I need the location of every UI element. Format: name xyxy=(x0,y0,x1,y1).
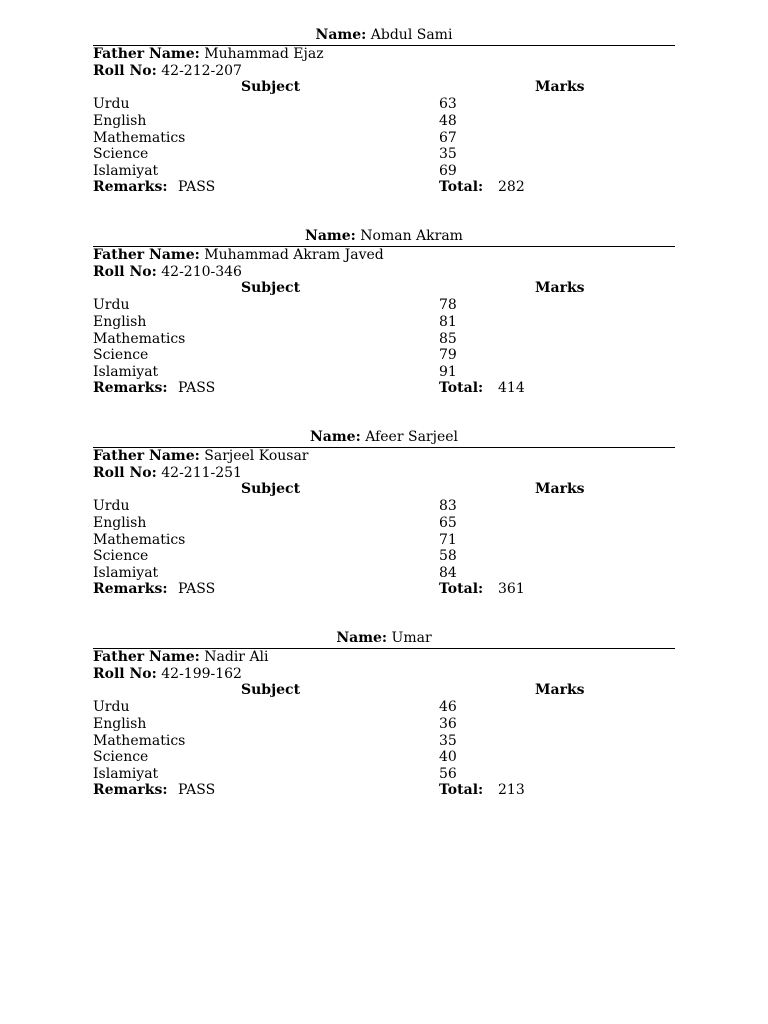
name-label: Name: xyxy=(310,429,361,445)
remarks-label: Remarks: xyxy=(93,179,168,195)
remarks-value: PASS xyxy=(178,581,216,597)
subject-marks: 85 xyxy=(439,331,457,347)
student-name: Umar xyxy=(391,630,432,646)
subject-name: Islamiyat xyxy=(93,364,159,380)
roll-no: 42-212-207 xyxy=(161,63,242,79)
father-name: Sarjeel Kousar xyxy=(204,448,309,464)
subject-name: Urdu xyxy=(93,96,130,112)
father-name-label: Father Name: xyxy=(93,649,200,665)
student-record xyxy=(93,27,675,228)
remarks-label: Remarks: xyxy=(93,782,168,798)
subject-marks: 79 xyxy=(439,347,457,363)
total-label: Total: xyxy=(439,179,484,195)
father-name-line xyxy=(93,649,269,666)
subject-marks: 48 xyxy=(439,113,457,129)
remarks-value: PASS xyxy=(178,782,216,798)
roll-no-line xyxy=(93,264,242,281)
father-name: Muhammad Akram Javed xyxy=(204,247,384,263)
subject-name: Science xyxy=(93,548,149,564)
subject-name: Urdu xyxy=(93,699,130,715)
roll-no-label: Roll No: xyxy=(93,666,157,682)
subject-marks: 36 xyxy=(439,716,457,732)
subject-name: Mathematics xyxy=(93,331,186,347)
name-label: Name: xyxy=(336,630,388,646)
student-name-line xyxy=(93,228,675,247)
subject-marks: 35 xyxy=(439,733,457,749)
father-name-label: Father Name: xyxy=(93,448,200,464)
marks-header: Marks xyxy=(535,280,585,296)
total-label: Total: xyxy=(439,380,484,396)
subject-header: Subject xyxy=(241,481,301,497)
roll-no-line xyxy=(93,63,242,80)
subject-marks: 78 xyxy=(439,297,457,313)
student-record xyxy=(93,228,675,429)
father-name-line xyxy=(93,448,309,465)
roll-no-label: Roll No: xyxy=(93,63,157,79)
subject-marks: 35 xyxy=(439,146,457,162)
subject-name: Islamiyat xyxy=(93,565,159,581)
result-sheet xyxy=(93,27,675,831)
subject-marks: 71 xyxy=(439,532,457,548)
father-name: Muhammad Ejaz xyxy=(204,46,324,62)
student-name-line xyxy=(93,630,675,649)
roll-no: 42-211-251 xyxy=(161,465,242,481)
subject-marks: 56 xyxy=(439,766,457,782)
student-name: Abdul Sami xyxy=(370,27,453,43)
remarks-label: Remarks: xyxy=(93,380,168,396)
remarks-total-line xyxy=(93,782,675,799)
subject-marks: 40 xyxy=(439,749,457,765)
father-name-label: Father Name: xyxy=(93,46,200,62)
student-name: Afeer Sarjeel xyxy=(365,429,458,445)
subject-name: Islamiyat xyxy=(93,766,159,782)
student-name: Noman Akram xyxy=(360,228,463,244)
marks-header: Marks xyxy=(535,79,585,95)
student-name-line xyxy=(93,429,675,448)
roll-no-line xyxy=(93,465,242,482)
remarks-label: Remarks: xyxy=(93,581,168,597)
subject-marks: 83 xyxy=(439,498,457,514)
subject-name: Urdu xyxy=(93,498,130,514)
father-name: Nadir Ali xyxy=(204,649,269,665)
subject-name: Science xyxy=(93,347,149,363)
remarks-value: PASS xyxy=(178,179,216,195)
name-label: Name: xyxy=(305,228,356,244)
subject-header: Subject xyxy=(241,682,301,698)
subject-marks: 84 xyxy=(439,565,457,581)
student-name-line xyxy=(93,27,675,46)
subject-marks: 81 xyxy=(439,314,457,330)
roll-no: 42-210-346 xyxy=(161,264,242,280)
marks-header: Marks xyxy=(535,682,585,698)
remarks-total-line xyxy=(93,380,675,397)
subject-name: English xyxy=(93,515,147,531)
name-label: Name: xyxy=(315,27,367,43)
subject-name: Science xyxy=(93,749,149,765)
subject-marks: 63 xyxy=(439,96,457,112)
subject-name: English xyxy=(93,716,147,732)
remarks-value: PASS xyxy=(178,380,216,396)
subject-marks: 58 xyxy=(439,548,457,564)
father-name-line xyxy=(93,46,324,63)
roll-no-line xyxy=(93,666,242,683)
student-record xyxy=(93,630,675,831)
total-label: Total: xyxy=(439,782,484,798)
marks-header: Marks xyxy=(535,481,585,497)
subject-name: Mathematics xyxy=(93,532,186,548)
father-name-line xyxy=(93,247,384,264)
subject-marks: 67 xyxy=(439,130,457,146)
total-value: 361 xyxy=(498,581,525,597)
subject-name: Mathematics xyxy=(93,130,186,146)
subject-header: Subject xyxy=(241,280,301,296)
subject-marks: 69 xyxy=(439,163,457,179)
total-value: 213 xyxy=(498,782,525,798)
subject-name: English xyxy=(93,314,147,330)
subject-name: Science xyxy=(93,146,149,162)
remarks-total-line xyxy=(93,179,675,196)
subject-header: Subject xyxy=(241,79,301,95)
subject-name: Urdu xyxy=(93,297,130,313)
subject-marks: 46 xyxy=(439,699,457,715)
student-record xyxy=(93,429,675,630)
subject-marks: 91 xyxy=(439,364,457,380)
total-value: 414 xyxy=(498,380,525,396)
subject-name: English xyxy=(93,113,147,129)
subject-marks: 65 xyxy=(439,515,457,531)
roll-no-label: Roll No: xyxy=(93,264,157,280)
roll-no: 42-199-162 xyxy=(161,666,242,682)
roll-no-label: Roll No: xyxy=(93,465,157,481)
remarks-total-line xyxy=(93,581,675,598)
total-value: 282 xyxy=(498,179,525,195)
subject-name: Mathematics xyxy=(93,733,186,749)
father-name-label: Father Name: xyxy=(93,247,200,263)
total-label: Total: xyxy=(439,581,484,597)
subject-name: Islamiyat xyxy=(93,163,159,179)
